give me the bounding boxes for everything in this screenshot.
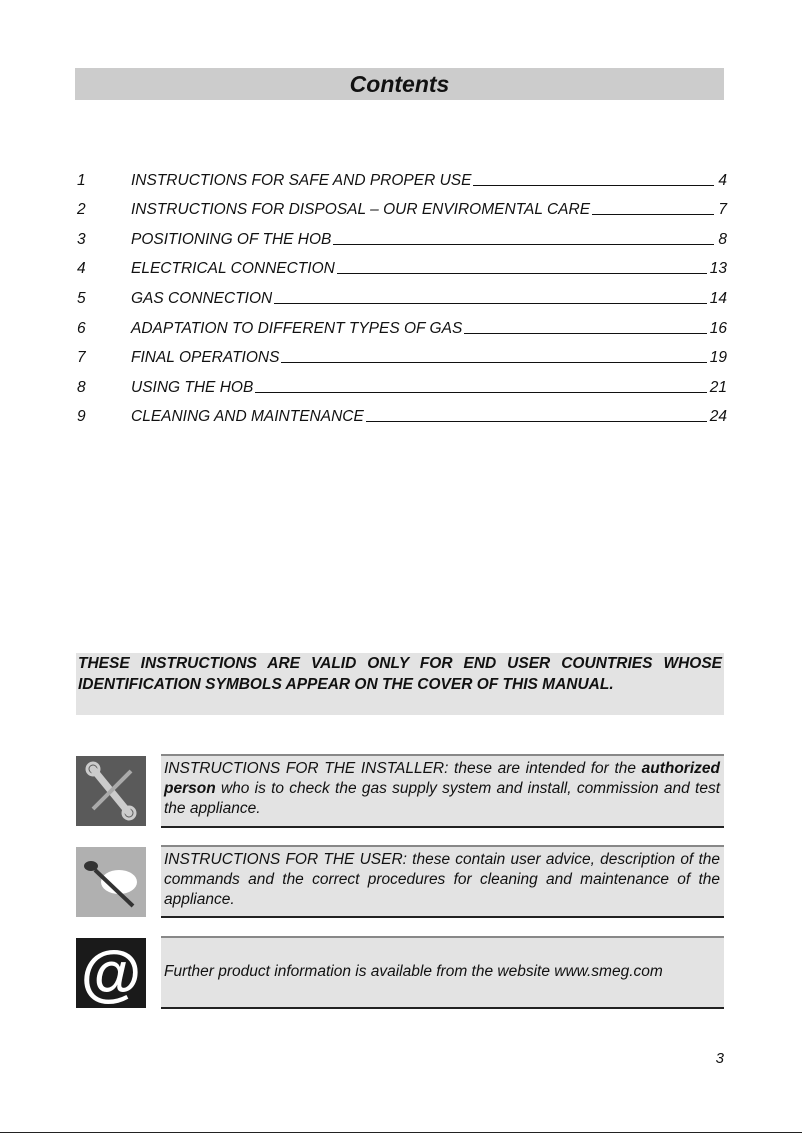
toc-title: GAS CONNECTION [131,289,273,307]
toc-number: 8 [77,378,86,396]
installer-bold: authorized person [164,760,720,797]
toc-leader [274,303,707,304]
toc-leader [281,362,706,363]
toc-leader [592,214,714,215]
table-of-contents [77,160,727,426]
toc-leader [333,244,714,245]
toc-leader [366,421,707,422]
toc-entry[interactable] [77,219,727,249]
spoon-chef-hat-icon [76,847,146,917]
installer-text [161,754,724,828]
toc-page: 21 [709,378,727,396]
website-text: Further product information is available from the website www.smeg.com [161,936,724,1009]
toc-page: 16 [709,319,727,337]
toc-page: 14 [709,289,727,307]
toc-leader [255,392,706,393]
toc-number: 3 [77,230,86,248]
installer-lead: INSTRUCTIONS FOR THE INSTALLER: these are intended for the [164,760,642,777]
toc-number: 7 [77,349,86,367]
toc-number: 2 [77,201,86,219]
bottom-rule [0,1132,802,1133]
validity-notice: THESE INSTRUCTIONS ARE VALID ONLY FOR END USER COUNTRIES WHOSE IDENTIFICATION SYMBOLS APPEAR ON THE COVER OF THIS MANUAL. [76,653,724,715]
toc-leader [464,333,706,334]
page-title: Contents [349,71,450,97]
toc-leader [473,185,714,186]
toc-title: FINAL OPERATIONS [131,349,280,367]
wrench-screwdriver-icon [76,756,146,826]
page-number: 3 [715,1050,724,1067]
toc-page: 13 [709,260,727,278]
toc-number: 5 [77,289,86,307]
installer-rest: who is to check the gas supply system and install, commission and test the appliance. [164,780,720,817]
toc-title: CLEANING AND MAINTENANCE [131,408,364,426]
toc-page: 8 [718,230,727,248]
toc-number: 9 [77,408,86,426]
toc-entry[interactable] [77,160,727,190]
toc-title: POSITIONING OF THE HOB [131,230,332,248]
toc-page: 4 [718,171,727,189]
toc-page: 7 [718,201,727,219]
toc-title: INSTRUCTIONS FOR SAFE AND PROPER USE [131,171,472,189]
toc-entry[interactable] [77,278,727,308]
toc-entry[interactable] [77,367,727,397]
toc-leader [337,273,707,274]
toc-title: USING THE HOB [131,378,254,396]
contents-header [75,68,724,100]
toc-entry[interactable] [77,338,727,368]
toc-title: INSTRUCTIONS FOR DISPOSAL – OUR ENVIROMENTAL CARE [131,201,591,219]
toc-title: ADAPTATION TO DIFFERENT TYPES OF GAS [131,319,463,337]
toc-entry[interactable] [77,397,727,427]
toc-number: 1 [77,171,86,189]
toc-entry[interactable] [77,308,727,338]
toc-entry[interactable] [77,249,727,279]
toc-number: 4 [77,260,86,278]
toc-page: 19 [709,349,727,367]
at-sign-icon: @ [76,938,146,1008]
toc-entry[interactable] [77,190,727,220]
toc-title: ELECTRICAL CONNECTION [131,260,335,278]
toc-page: 24 [709,408,727,426]
toc-number: 6 [77,319,86,337]
user-text: INSTRUCTIONS FOR THE USER: these contain user advice, description of the commands and the correct procedures for cleaning and maintenance of the appliance. [161,845,724,918]
